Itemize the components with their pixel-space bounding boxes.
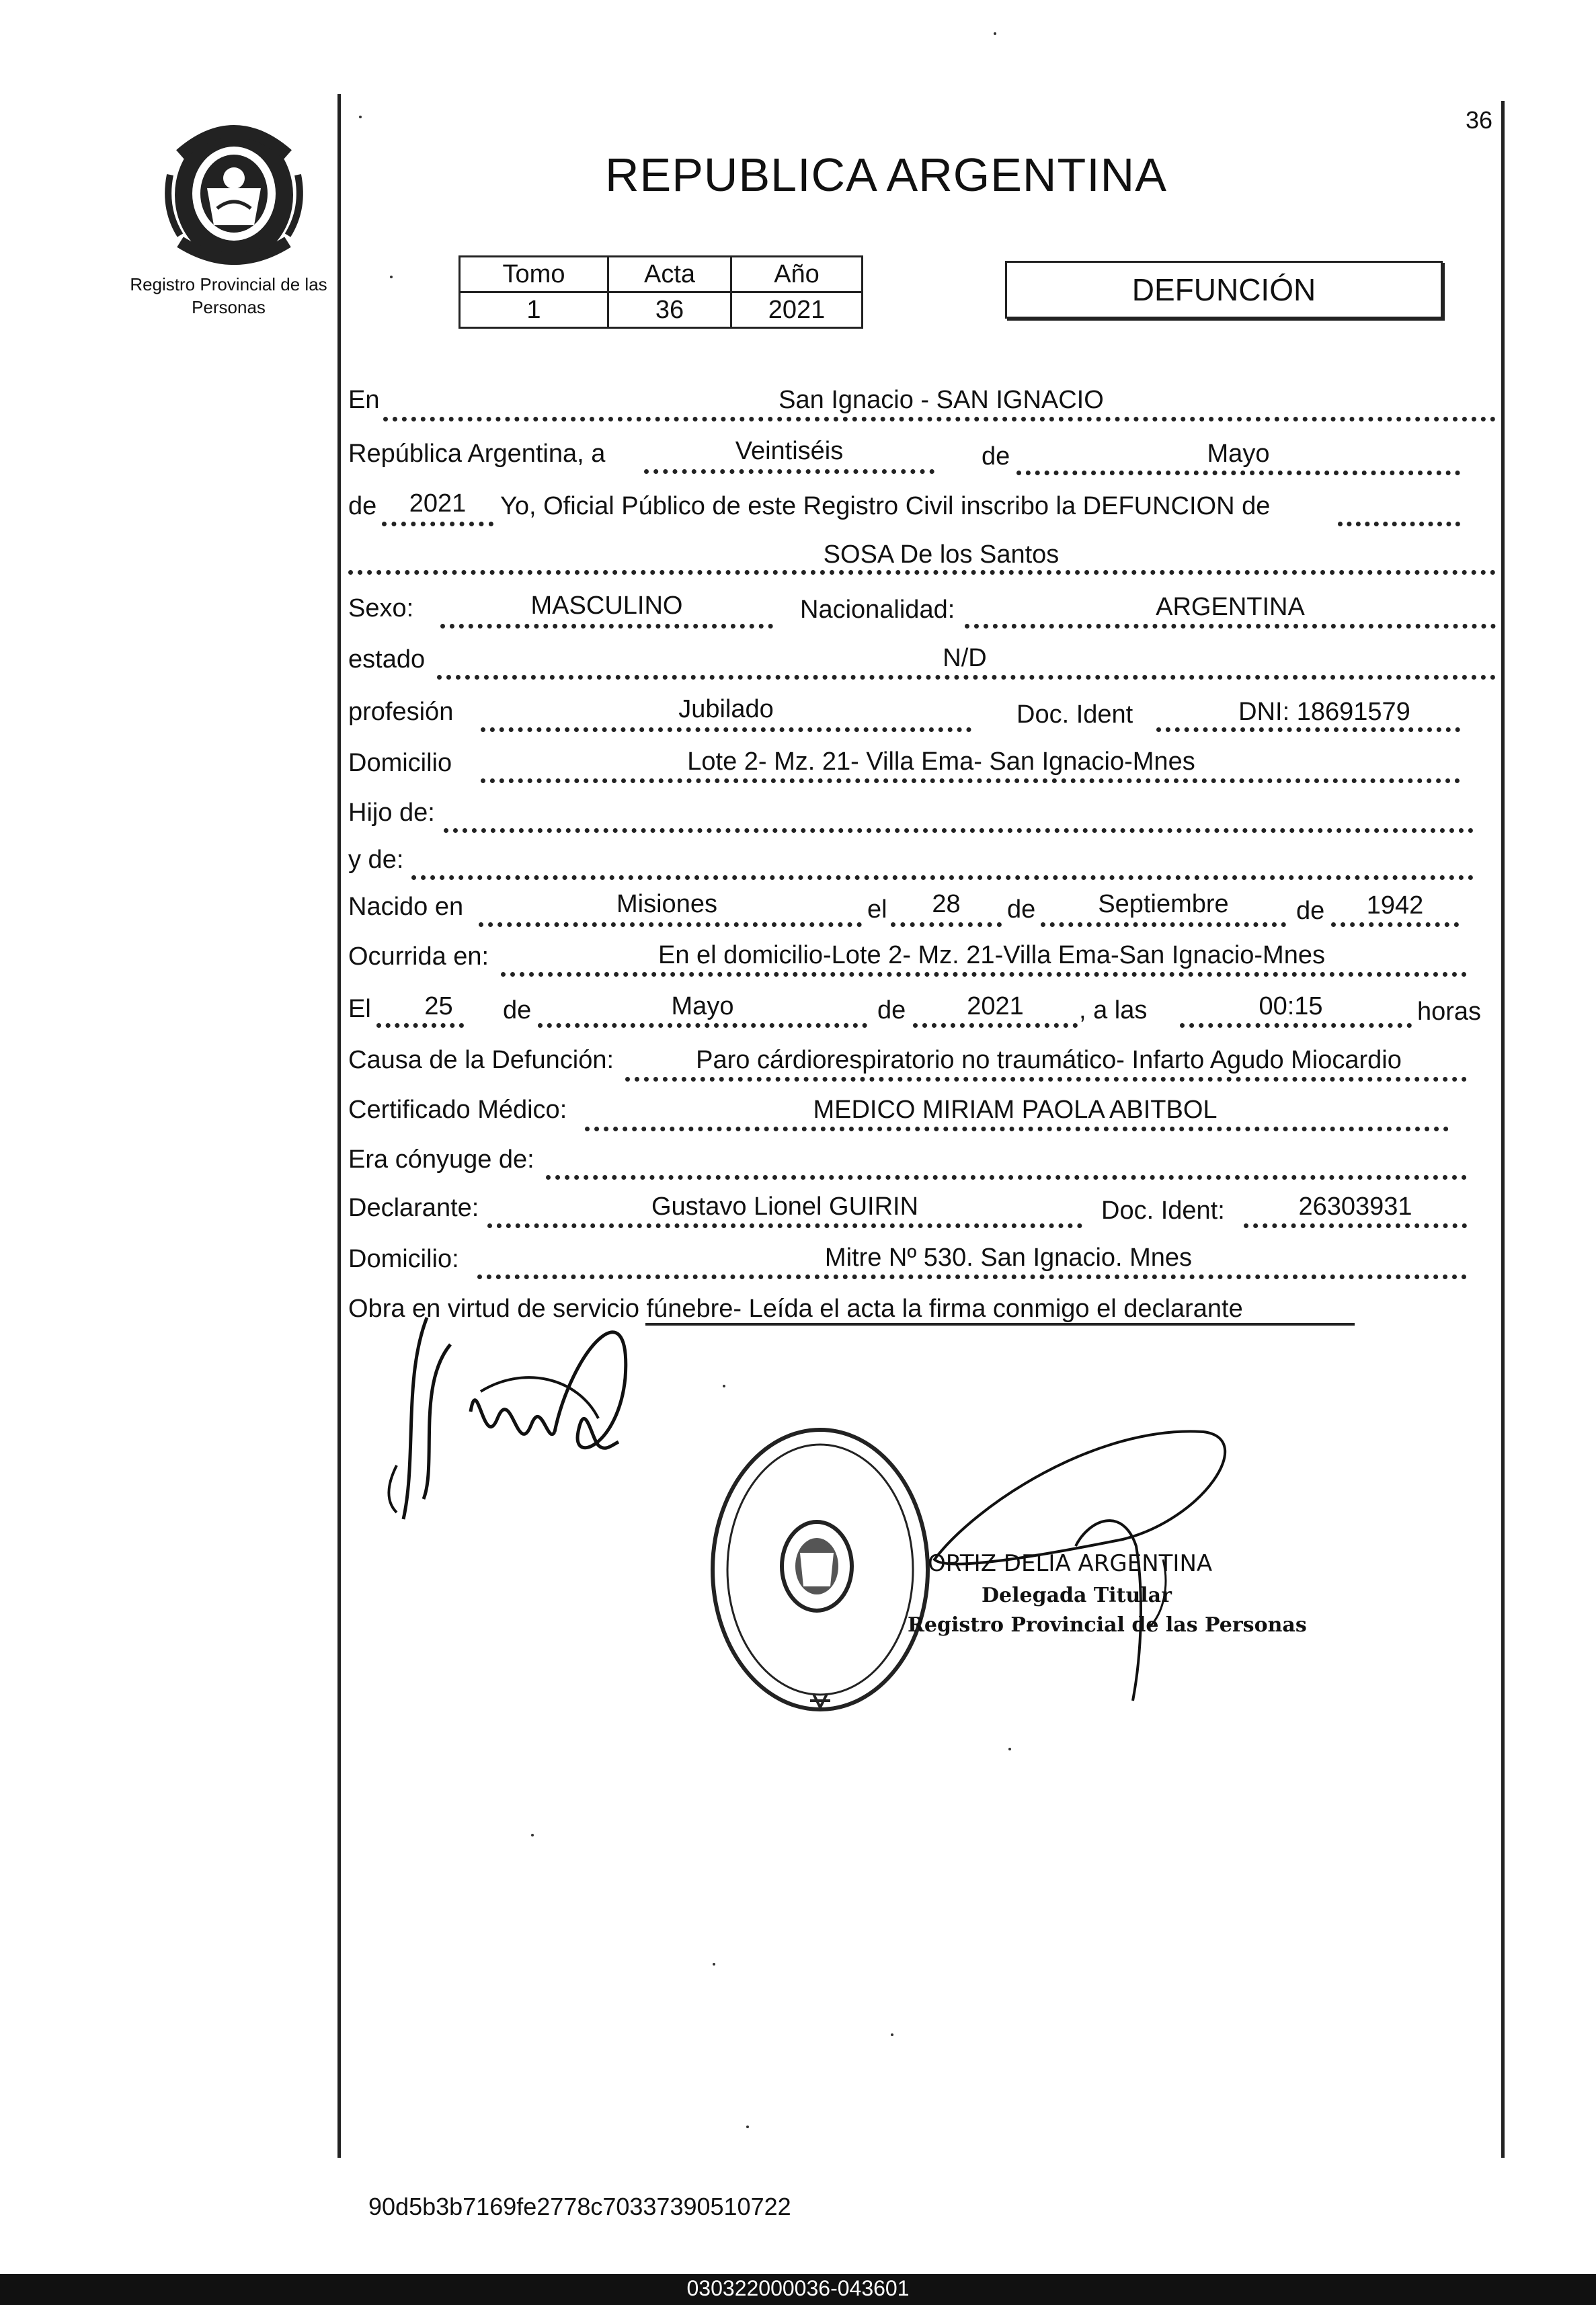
scan-speck: [746, 2126, 749, 2128]
hijo-de-line: [444, 828, 1474, 833]
el-label: el: [867, 895, 887, 924]
acta-value-acta: 36: [608, 292, 731, 328]
scan-speck: [1008, 1748, 1011, 1750]
def-hora-value: 00:15: [1259, 992, 1323, 1020]
scan-speck: [723, 1385, 725, 1387]
conyuge-label: Era cónyuge de:: [348, 1145, 534, 1174]
footer-code: 030322000036-043601: [686, 2276, 910, 2300]
doc-ident-label: Doc. Ident: [1016, 700, 1133, 729]
domicilio-value: Lote 2- Mz. 21- Villa Ema- San Ignacio-Mnes: [687, 747, 1195, 776]
conyuge-line: [546, 1175, 1467, 1180]
acta-value-anio: 2021: [731, 292, 863, 328]
right-border: [1501, 101, 1505, 2158]
domicilio2-label: Domicilio:: [348, 1245, 459, 1273]
causa-line: [625, 1077, 1467, 1082]
official-stamp-icon: [699, 1412, 941, 1728]
nacionalidad-label: Nacionalidad:: [800, 596, 955, 624]
sexo-label: Sexo:: [348, 594, 414, 622]
causa-value: Paro cárdiorespiratorio no traumático- Infarto Agudo Miocardio: [696, 1046, 1402, 1074]
horas-label: horas: [1417, 998, 1482, 1026]
certificado-value: MEDICO MIRIAM PAOLA ABITBOL: [813, 1096, 1218, 1124]
doc-ident-line: [1156, 727, 1460, 732]
nacionalidad-value: ARGENTINA: [1156, 593, 1305, 621]
dia-line: [644, 469, 934, 474]
dia-value: Veintiséis: [735, 437, 844, 465]
profesion-value: Jubilado: [678, 695, 774, 723]
sexo-line: [440, 624, 773, 629]
estado-value: N/D: [943, 644, 987, 672]
registro-provincial-label: Registro Provincial de las Personas: [130, 274, 327, 317]
en-line: [383, 417, 1496, 421]
scan-speck: [390, 276, 393, 278]
scan-speck: [994, 32, 996, 35]
mes-line: [1016, 471, 1460, 475]
de-label: de: [982, 442, 1010, 471]
left-border: [337, 94, 341, 2158]
def-hora-line: [1180, 1023, 1412, 1028]
certificado-line: [585, 1127, 1449, 1131]
scan-speck: [713, 1963, 715, 1966]
anio-line: [382, 522, 493, 526]
domicilio-label: Domicilio: [348, 749, 452, 777]
inscribo-line: [1338, 522, 1460, 526]
scan-speck: [531, 1834, 534, 1836]
el2-label: El: [348, 995, 371, 1023]
nac-dia-line: [891, 922, 1002, 927]
acta-value-tomo: 1: [460, 292, 608, 328]
certificado-label: Certificado Médico:: [348, 1096, 567, 1124]
scan-speck: [359, 116, 362, 118]
nacionalidad-line: [965, 624, 1496, 629]
acta-header-anio: Año: [731, 257, 863, 292]
scan-speck: [891, 2033, 893, 2036]
en-value: San Ignacio - SAN IGNACIO: [779, 386, 1104, 414]
nombre-line: [348, 570, 1496, 575]
official-role: Delegada Titular: [982, 1584, 1172, 1607]
ocurrida-value: En el domicilio-Lote 2- Mz. 21-Villa Ema-San Ignacio-Mnes: [658, 941, 1325, 969]
nac-anio-line: [1331, 922, 1459, 927]
document-hash: 90d5b3b7169fe2778c70337390510722: [368, 2193, 791, 2220]
alas-label: , a las: [1079, 996, 1148, 1024]
domicilio2-line: [477, 1275, 1467, 1279]
obra-text: Obra en virtud de servicio fúnebre- Leída el acta la firma conmigo el declarante: [348, 1295, 1243, 1323]
doc2-value: 26303931: [1298, 1192, 1412, 1221]
acta-table: [458, 255, 863, 329]
sexo-value: MASCULINO: [530, 592, 683, 620]
page-number: 36: [1466, 106, 1493, 134]
de5-label: de: [503, 996, 532, 1024]
def-mes-value: Mayo: [671, 992, 734, 1020]
official-name: ORTIZ DELIA ARGENTINA: [928, 1550, 1213, 1577]
estado-label: estado: [348, 645, 426, 674]
nac-mes-line: [1041, 922, 1286, 927]
causa-label: Causa de la Defunción:: [348, 1046, 614, 1074]
acta-header-row: [460, 257, 863, 292]
acta-header-tomo: Tomo: [460, 257, 608, 292]
de4-label: de: [1296, 897, 1325, 925]
def-anio-line: [913, 1023, 1078, 1028]
de6-label: de: [877, 996, 906, 1024]
nacido-value: Misiones: [616, 890, 717, 918]
y-de-label: y de:: [348, 846, 404, 874]
en-label: En: [348, 386, 380, 414]
ocurrida-line: [501, 972, 1467, 977]
domicilio-line: [481, 778, 1460, 783]
doc2-line: [1244, 1223, 1467, 1228]
profesion-line: [481, 727, 971, 732]
nacido-label: Nacido en: [348, 893, 464, 921]
declarante-line: [487, 1223, 1082, 1228]
nombre-value: SOSA De los Santos: [823, 540, 1060, 569]
acta-value-row: [460, 292, 863, 328]
def-dia-line: [376, 1023, 464, 1028]
inscribo-text: Yo, Oficial Público de este Registro Civil inscribo la DEFUNCION de: [500, 492, 1271, 520]
declarante-label: Declarante:: [348, 1194, 479, 1222]
official-org: Registro Provincial de las Personas: [908, 1613, 1307, 1637]
domicilio2-value: Mitre Nº 530. San Ignacio. Mnes: [824, 1244, 1193, 1272]
ocurrida-label: Ocurrida en:: [348, 942, 489, 971]
doc2-label: Doc. Ident:: [1101, 1197, 1225, 1225]
declarante-value: Gustavo Lionel GUIRIN: [651, 1192, 919, 1221]
def-mes-line: [538, 1023, 867, 1028]
nac-anio-value: 1942: [1366, 891, 1424, 920]
doc-ident-value: DNI: 18691579: [1238, 698, 1410, 726]
obra-line: [645, 1323, 1355, 1326]
nac-dia-value: 28: [932, 890, 961, 918]
anio-value: 2021: [409, 489, 467, 518]
nacido-line: [479, 922, 862, 927]
def-anio-value: 2021: [967, 992, 1024, 1020]
document-type-box: DEFUNCIÓN: [1005, 261, 1443, 319]
nac-mes-value: Septiembre: [1098, 890, 1229, 918]
page-title: REPUBLICA ARGENTINA: [605, 149, 1167, 201]
republica-label: República Argentina, a: [348, 440, 606, 468]
def-dia-value: 25: [424, 992, 453, 1020]
y-de-line: [411, 875, 1474, 880]
mes-value: Mayo: [1207, 440, 1270, 468]
acta-header-acta: Acta: [608, 257, 731, 292]
profesion-label: profesión: [348, 698, 454, 726]
declarante-signature-icon: [376, 1297, 659, 1553]
hijo-de-label: Hijo de:: [348, 799, 435, 827]
misiones-emblem-icon: [153, 108, 315, 269]
de3-label: de: [1007, 895, 1036, 924]
de2-label: de: [348, 492, 377, 520]
estado-line: [437, 675, 1496, 680]
